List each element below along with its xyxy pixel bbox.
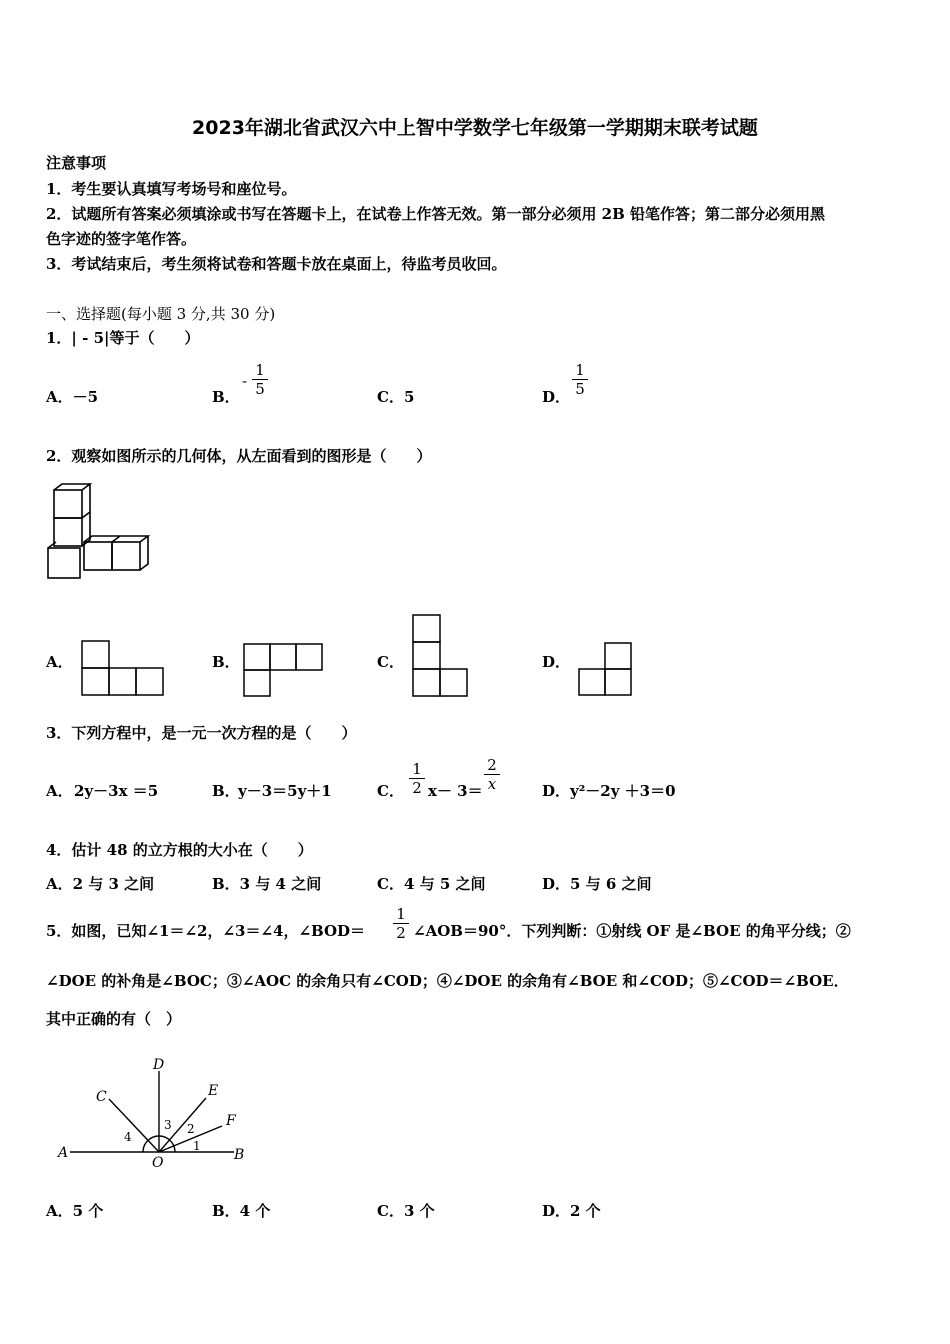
angle-label-1: 1	[193, 1139, 201, 1153]
notice-item: 3．考试结束后，考生须将试卷和答题卡放在桌面上，待监考员收回。	[46, 255, 507, 273]
angle-label-2: 2	[187, 1122, 195, 1136]
q5-angle-figure	[56, 1055, 256, 1170]
q2-option-a-label: A．	[46, 653, 73, 671]
notice-item: 2．试题所有答案必须填涂或书写在答题卡上，在试卷上作答无效。第一部分必须用 2B 铅笔作答；第二部分必须用黑	[46, 205, 826, 223]
q5-stem-line2: ∠DOE 的补角是∠BOC；③∠AOC 的余角只有∠COD；④∠DOE 的余角有∠BOE 和∠COD；⑤∠COD＝∠BOE．	[46, 972, 849, 990]
notice-heading: 注意事项	[46, 154, 107, 172]
q4-option-c: C．4 与 5 之间	[377, 875, 486, 893]
q3-option-c-label: C．	[377, 782, 404, 800]
q3-option-d-label: D．	[542, 782, 571, 800]
fraction-numerator: 1	[396, 905, 406, 923]
angle-label-3: 3	[164, 1118, 172, 1132]
q4-option-a: A．2 与 3 之间	[46, 875, 155, 893]
q3-stem: 3．下列方程中，是一元一次方程的是（ ）	[46, 724, 357, 742]
fraction-denominator: 2	[393, 923, 409, 942]
q5-option-b: B．4 个	[212, 1202, 271, 1220]
q1-option-d-label: D．	[542, 388, 571, 406]
q1-option-d-fraction	[572, 361, 588, 398]
q2-stem: 2．观察如图所示的几何体，从左面看到的图形是（ ）	[46, 447, 432, 465]
q5-stem-continued: ∠AOB＝90°．下列判断：①射线 OF 是∠BOE 的角平分线；②	[413, 922, 851, 940]
q3-option-b-label: B．	[212, 782, 240, 800]
q3-option-b-expr: y－3＝5y＋1	[238, 782, 332, 800]
q2-option-b-figure	[243, 643, 325, 699]
page-title: 2023年湖北省武汉六中上智中学数学七年级第一学期期末联考试题	[192, 117, 758, 139]
q4-stem: 4．估计 48 的立方根的大小在（ ）	[46, 841, 313, 859]
q3-option-c-fraction-1	[409, 760, 425, 797]
q1-option-a: A．－5	[46, 388, 99, 406]
q3-option-d-expr: y²－2y ＋3＝0	[570, 782, 676, 800]
label-o: O	[152, 1155, 164, 1171]
q2-option-d-figure	[578, 642, 634, 698]
q3-option-c-expr: x－ 3＝	[428, 782, 483, 800]
fraction-denominator: x	[484, 774, 500, 793]
label-d: D	[153, 1057, 165, 1073]
fraction-numerator: 2	[487, 756, 497, 774]
q3-option-a-expr: 2y－3x ＝5	[74, 782, 159, 800]
q3-option-c-fraction-2	[484, 756, 500, 793]
fraction-denominator: 5	[252, 379, 268, 398]
label-c: C	[96, 1089, 107, 1105]
q5-stem-line3: 其中正确的有（ ）	[46, 1010, 182, 1028]
q2-solid-figure	[46, 482, 151, 582]
q3-option-a-label: A．	[46, 782, 73, 800]
q5-stem: 5．如图，已知∠1＝∠2，∠3＝∠4，∠BOD＝	[46, 922, 366, 940]
fraction-numerator: 1	[575, 361, 585, 379]
label-a: A	[58, 1145, 69, 1161]
q5-option-d: D．2 个	[542, 1202, 601, 1220]
q1-option-b-fraction	[252, 361, 268, 398]
q2-option-c-figure	[413, 614, 469, 698]
section-heading: 一、选择题(每小题 3 分,共 30 分)	[46, 305, 276, 323]
label-b: B	[234, 1147, 245, 1163]
notice-item: 1．考生要认真填写考场号和座位号。	[46, 180, 297, 198]
q1-stem: 1．| - 5|等于（ ）	[46, 329, 200, 347]
fraction-denominator: 2	[409, 778, 425, 797]
q4-option-b: B．3 与 4 之间	[212, 875, 322, 893]
notice-item: 色字迹的签字笔作答。	[46, 230, 197, 248]
q2-option-d-label: D．	[542, 653, 571, 671]
q2-option-b-label: B．	[212, 653, 240, 671]
ray-oc	[109, 1099, 159, 1152]
fraction-numerator: 1	[255, 361, 265, 379]
q1-option-b-label: B．	[212, 388, 240, 406]
fraction-numerator: 1	[412, 760, 422, 778]
q2-option-a-figure	[82, 640, 164, 696]
angle-label-4: 4	[124, 1130, 132, 1144]
q5-option-a: A．5 个	[46, 1202, 104, 1220]
label-f: F	[226, 1113, 236, 1129]
q2-option-c-label: C．	[377, 653, 404, 671]
fraction-denominator: 5	[572, 379, 588, 398]
q5-fraction	[393, 905, 409, 942]
q1-option-c: C．5	[377, 388, 415, 406]
q1-option-b-sign: -	[242, 372, 248, 390]
label-e: E	[208, 1083, 219, 1099]
q4-option-d: D．5 与 6 之间	[542, 875, 652, 893]
q5-option-c: C．3 个	[377, 1202, 435, 1220]
